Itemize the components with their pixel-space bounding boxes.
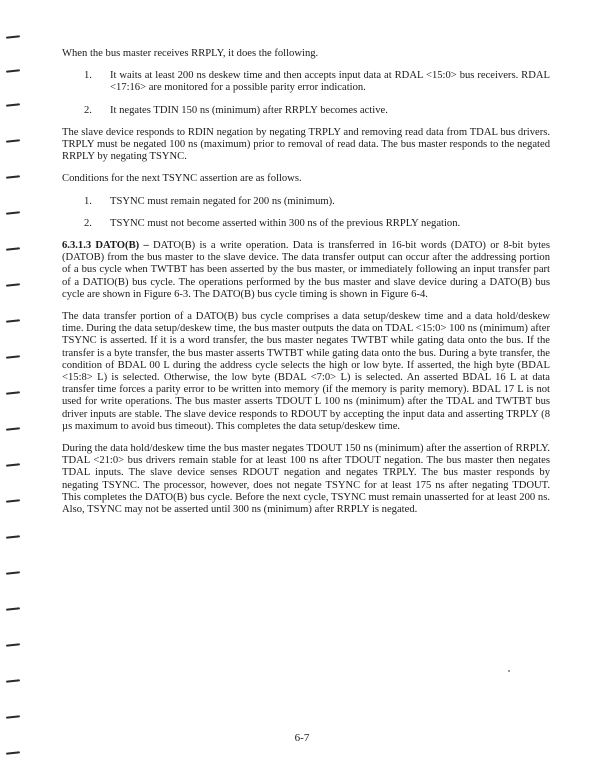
list-item <box>62 70 550 94</box>
binder-mark <box>6 427 20 430</box>
binder-mark <box>6 319 20 322</box>
binder-mark <box>6 679 20 682</box>
dato-section-paragraph <box>62 240 550 301</box>
hold-paragraph: During the data hold/deskew time the bus master negates TDOUT 150 ns (minimum) after the assertion of RRPLY. TDAL <21:0> bus drivers remain stable for at least 100 ns after TDOUT negation. The bus master then negates TDAL inputs. The slave device senses RDOUT negation and negates TRPLY. The bus master responds by negating TSYNC. The processor, however, does not negate TSYNC for at least 175 ns after negating TDOUT. This completes the DATO(B) bus cycle. Before the next cycle, TSYNC must remain unasserted for at least 200 ns. Also, TSYNC may not be asserted until 300 ns (minimum) after RRPLY is negated. <box>62 443 550 516</box>
binder-mark <box>6 751 20 754</box>
list-item-number: 1. <box>84 70 92 82</box>
page-body <box>62 48 550 526</box>
binder-mark <box>6 355 20 358</box>
slave-paragraph: The slave device responds to RDIN negation by negating TRPLY and removing read data from TDAL bus drivers. TRPLY must be negated 100 ns (maximum) prior to removal of read data. The bus master responds to the negated RRPLY by negating TSYNC. <box>62 126 550 163</box>
list-item <box>62 196 550 208</box>
list-item-number: 2. <box>84 104 92 116</box>
binder-mark <box>6 69 20 72</box>
binder-mark <box>6 463 20 466</box>
binder-mark <box>6 247 20 250</box>
intro-paragraph: When the bus master receives RRPLY, it does the following. <box>62 48 319 59</box>
list-item-text: It negates TDIN 150 ns (minimum) after RRPLY becomes active. <box>110 104 388 116</box>
list-item <box>62 105 550 117</box>
scan-speck <box>508 670 510 672</box>
list-item-text: TSYNC must remain negated for 200 ns (minimum). <box>110 195 335 207</box>
list-item-number: 2. <box>84 217 92 229</box>
binder-mark <box>6 175 20 178</box>
list-item-text: TSYNC must not become asserted within 300 ns of the previous RRPLY negation. <box>110 217 461 229</box>
binder-mark <box>6 715 20 718</box>
binder-mark <box>6 607 20 610</box>
binder-mark <box>6 35 20 38</box>
tsync-conditions-list <box>62 196 550 230</box>
section-heading: 6.3.1.3 DATO(B) – <box>62 240 149 252</box>
binder-mark <box>6 535 20 538</box>
binder-mark <box>6 211 20 214</box>
section-body: DATO(B) is a write operation. Data is transferred in 16-bit words (DATO) or 8-bit bytes (DATOB) from the bus master to the slave device. The data transfer output can occur after the addressing portion of a bus cycle when TWTBT has been asserted by the bus master, or immediately following an input transfer part of a DATIO(B) bus cycle. The operations performed by the bus master and slave device during a DATO(B) bus cycle are shown in Figure 6-3. The DATO(B) bus cycle timing is shown in Figure 6-4. <box>62 240 550 300</box>
binder-mark <box>6 283 20 286</box>
binder-mark <box>6 391 20 394</box>
list-item <box>62 218 550 230</box>
page-number: 6-7 <box>294 732 310 744</box>
binder-mark <box>6 103 20 106</box>
list-item-number: 1. <box>84 195 92 207</box>
binder-mark <box>6 139 20 142</box>
conditions-paragraph: Conditions for the next TSYNC assertion are as follows. <box>62 173 302 185</box>
transfer-paragraph: The data transfer portion of a DATO(B) bus cycle comprises a data setup/deskew time and a data hold/deskew time. During the data setup/deskew time, the bus master outputs the data on TDAL <15:0> 100 ns (minimum) after TSYNC is asserted. If it is a word transfer, the bus master negates TWTBT while gating data onto the bus. If the transfer is a byte transfer, the bus master asserts TWTBT while gating data onto the bus. During a byte transfer, the condition of BDAL 00 L during the address cycle selects the high or low byte. If asserted, the high byte (BDAL <15:8> L) is selected. Otherwise, the low byte (BDAL <7:0> L) is selected. An asserted BDAL 16 L at data transfer time forces a parity error to be written into memory (if the memory is parity memory). BDAL 17 L is not used for write operations. The bus master asserts TDOUT L 100 ns (minimum) after the TDAL and TWTBT bus driver inputs are stable. The slave device responds to RDOUT by accepting the input data and asserting TRPLY (8 µs maximum to avoid bus timeout). This completes the data setup/deskew time. <box>62 311 550 432</box>
binder-mark <box>6 499 20 502</box>
binder-mark <box>6 643 20 646</box>
binder-mark <box>6 571 20 574</box>
list-item-text: It waits at least 200 ns deskew time and then accepts input data at RDAL <15:0> bus receivers. RDAL <17:16> are monitored for a possible parity error indication. <box>110 70 550 94</box>
receive-steps-list <box>62 70 550 117</box>
